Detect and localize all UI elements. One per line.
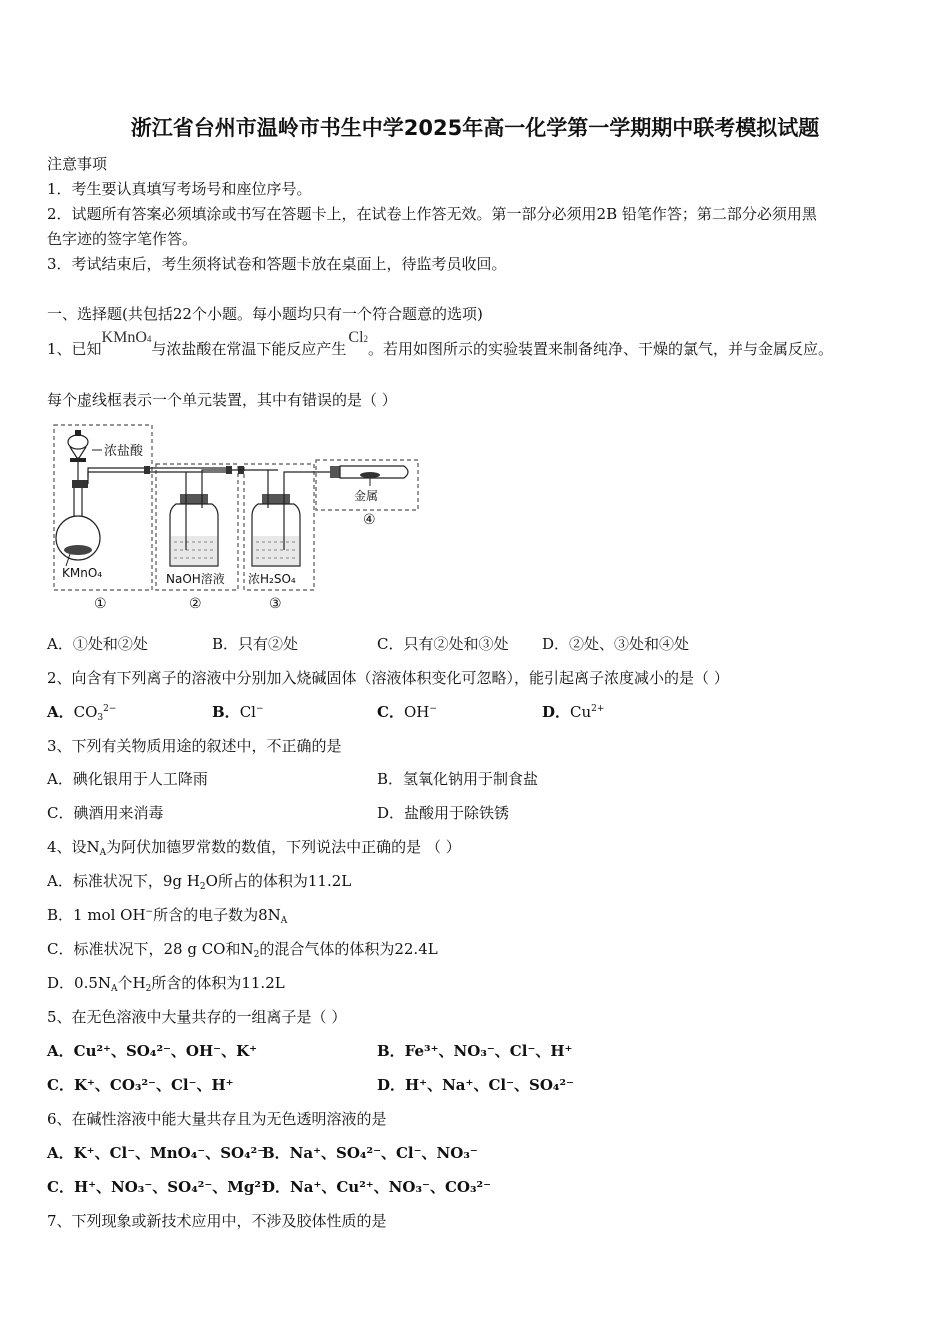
q3-option-c[interactable]: C．碘酒用来消毒 [47,804,164,822]
question-6-stem: 6、在碱性溶液中能大量共存且为无色透明溶液的是 [47,1110,387,1128]
q1-mid: 与浓盐酸在常温下能反应产生 [151,340,347,358]
q2-option-b[interactable] [212,701,264,722]
q1-option-b[interactable]: B．只有②处 [212,635,299,653]
q1-option-c[interactable]: C．只有②处和③处 [377,635,509,653]
option-label: D． [542,703,571,721]
q5-option-d[interactable]: D．H⁺、Na⁺、Cl⁻、SO₄²⁻ [377,1076,574,1094]
q5-option-c[interactable]: C．K⁺、CO₃²⁻、Cl⁻、H⁺ [47,1076,234,1094]
option-text: O所占的体积为11.2L [205,872,352,890]
notice-item-3: 3．考试结束后，考生须将试卷和答题卡放在桌面上，待监考员收回。 [47,255,507,273]
flask-stopper [72,480,88,488]
question-1-stem [47,329,834,359]
page-title: 浙江省台州市温岭市书生中学2025年高一化学第一学期期中联考模拟试题 [130,116,820,140]
question-2-stem: 2、向含有下列离子的溶液中分别加入烧碱固体（溶液体积变化可忽略），能引起离子浓度减小的是（ ） [47,669,729,687]
q4-option-c[interactable] [47,938,438,960]
option-sup: − [255,704,264,714]
kmno4-solid [64,545,92,555]
q6-option-a[interactable]: A．K⁺、Cl⁻、MnO₄⁻、SO₄²⁻ [47,1144,266,1162]
option-sub: 2 [145,984,152,994]
q2-option-c[interactable] [377,701,437,722]
notice-item-2-cont: 色字迹的签字笔作答。 [47,230,198,248]
option-text: D．0.5N [47,974,112,992]
option-text: Cl [239,703,256,721]
test-tube-metal-icon [330,466,408,486]
wash-bottle-naoh-icon [170,472,218,566]
q1-pre: 1、已知 [47,340,102,358]
option-sub: A [280,916,288,926]
option-text: A．标准状况下，9g H [47,872,200,890]
separatory-funnel-icon [68,430,88,482]
option-label: B． [212,703,240,721]
q4-option-a[interactable] [47,870,351,892]
unit-number-4: ④ [363,512,376,528]
q5-option-a[interactable]: A．Cu²⁺、SO₄²⁻、OH⁻、K⁺ [47,1042,258,1060]
label-conc-hcl: 浓盐酸 [104,444,144,459]
kmno4-text: KMnO [101,329,147,346]
wash-bottle-h2so4-icon [252,470,300,566]
notice-heading: 注意事项 [47,155,108,173]
unit-number-1: ① [94,596,107,612]
q1-option-d[interactable]: D．②处、③处和④处 [542,635,690,653]
option-label: A． [47,703,74,721]
option-text: B．1 mol OH [47,906,146,924]
label-naoh: NaOH溶液 [166,572,225,586]
q4-stem-b: 为阿伏加德罗常数的数值，下列说法中正确的是 （ ） [106,838,461,856]
option-sub: A [111,984,118,994]
apparatus-diagram [48,420,428,615]
option-text: OH [403,703,430,721]
q3-option-d[interactable]: D．盐酸用于除铁锈 [377,804,510,822]
option-sup: 2− [103,704,117,714]
question-1-line2: 每个虚线框表示一个单元装置，其中有错误的是（ ） [47,391,397,409]
option-sub: 2 [199,882,206,892]
option-text: 所含的电子数为8N [153,906,281,924]
q6-option-c[interactable]: C．H⁺、NO₃⁻、SO₄²⁻、Mg²⁺ [47,1178,269,1196]
option-text: C．标准状况下，28 g CO和N [47,940,254,958]
option-sub: 2 [253,950,260,960]
q5-option-b[interactable]: B．Fe³⁺、NO₃⁻、Cl⁻、H⁺ [377,1042,573,1060]
option-sup: 2+ [591,704,605,714]
section-heading: 一、选择题(共包括22个小题。每小题均只有一个符合题意的选项) [47,305,483,323]
q4-option-b[interactable] [47,904,287,926]
option-text: 个H [117,974,146,992]
label-kmno4: KMnO₄ [62,566,103,580]
option-sup: − [429,704,437,714]
cl2-text: Cl [348,329,364,346]
label-metal: 金属 [354,489,379,503]
notice-item-1: 1．考生要认真填写考场号和座位序号。 [47,180,312,198]
q3-option-b[interactable]: B．氢氧化钠用于制食盐 [377,770,539,788]
unit-number-2: ② [189,596,202,612]
unit-number-3: ③ [269,596,282,612]
question-4-stem [47,836,461,858]
q4-stem-a: 4、设N [47,838,100,856]
question-7-stem: 7、下列现象或新技术应用中，不涉及胶体性质的是 [47,1212,387,1230]
question-5-stem: 5、在无色溶液中大量共存的一组离子是（ ） [47,1008,347,1026]
q1-post: 。若用如图所示的实验装置来制备纯净、干燥的氯气，并与金属反应。 [368,340,834,358]
notice-item-2: 2．试题所有答案必须填涂或书写在答题卡上，在试卷上作答无效。第一部分必须用2B 铅笔作答；第二部分必须用黑 [47,205,817,223]
cl2-sub: 2 [363,334,369,344]
formula-cl2 [348,329,368,346]
q3-option-a[interactable]: A．碘化银用于人工降雨 [47,770,208,788]
label-h2so4: 浓H₂SO₄ [248,572,296,586]
option-text: Cu [570,703,592,721]
option-label: C． [377,703,404,721]
option-sub: 3 [97,713,104,723]
option-sup: − [145,907,154,917]
q1-option-a[interactable]: A．①处和②处 [47,635,148,653]
q4-stem-sub: A [99,848,107,858]
q6-option-d[interactable]: D．Na⁺、Cu²⁺、NO₃⁻、CO₃²⁻ [262,1178,492,1196]
q2-option-a[interactable] [47,701,116,723]
q4-option-d[interactable] [47,972,285,994]
option-text: 的混合气体的体积为22.4L [259,940,438,958]
formula-kmno4 [102,329,152,346]
kmno4-sub: 4 [146,334,152,344]
option-text: 所含的体积为11.2L [151,974,285,992]
option-text: CO [73,703,98,721]
q6-option-b[interactable]: B．Na⁺、SO₄²⁻、Cl⁻、NO₃⁻ [262,1144,478,1162]
q2-option-d[interactable] [542,701,604,722]
question-3-stem: 3、下列有关物质用途的叙述中，不正确的是 [47,737,342,755]
